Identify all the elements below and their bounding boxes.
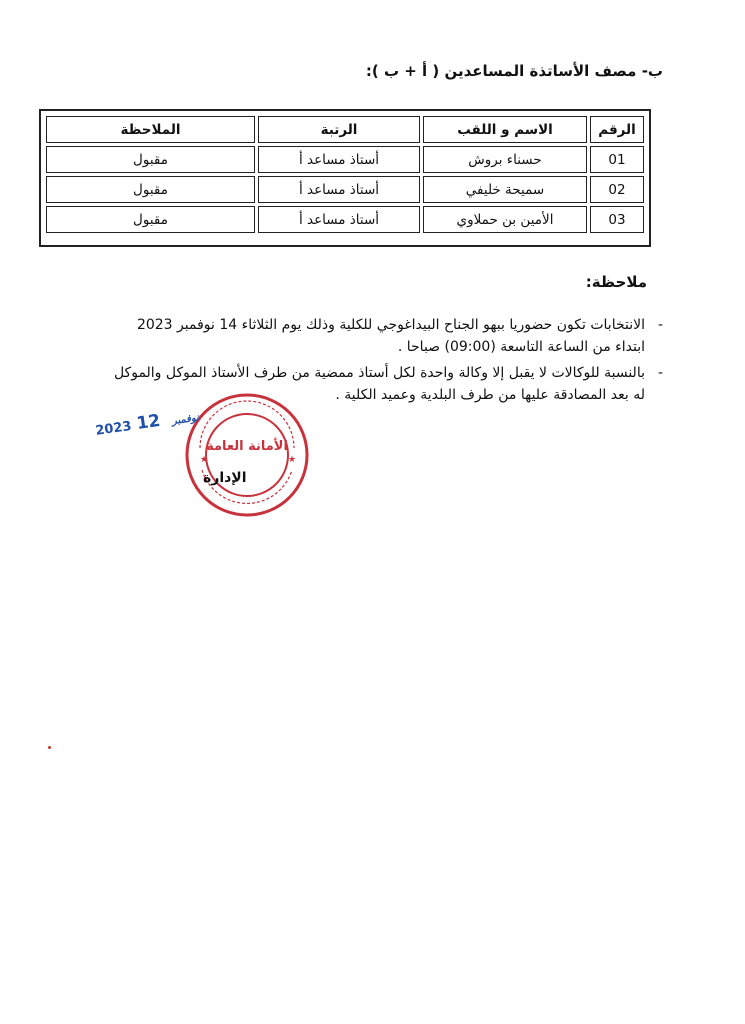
bullet-dash: -: [657, 365, 663, 381]
row-remark: مقبول: [46, 206, 255, 233]
row-number: 02: [590, 176, 644, 203]
table-row: [46, 176, 644, 203]
row-remark: مقبول: [46, 146, 255, 173]
ink-speck: [48, 746, 51, 749]
seal-text: الأمانة العامة: [206, 439, 288, 454]
row-number: 01: [590, 146, 644, 173]
signature-label: الإدارة: [203, 470, 247, 486]
table-row: [46, 206, 644, 233]
svg-text:★: ★: [200, 455, 209, 465]
row-name: سميحة خليفي: [423, 176, 587, 203]
bullet-dash: -: [657, 317, 663, 333]
header-remark: الملاحظة: [46, 116, 255, 143]
members-table-frame: [39, 109, 651, 247]
date-year: 2023: [94, 418, 133, 439]
row-rank: أستاذ مساعد أ: [258, 176, 420, 203]
note-title: ملاحظة:: [585, 273, 647, 291]
row-rank: أستاذ مساعد أ: [258, 146, 420, 173]
note-text: الانتخابات تكون حضوريا ببهو الجناح البيداغوجي للكلية وذلك يوم الثلاثاء 14 نوفمبر 2023 ابتداء من الساعة التاسعة (09:00) صباحا .: [136, 317, 645, 355]
header-name: الاسم و اللقب: [423, 116, 587, 143]
row-name: الأمين بن حملاوي: [423, 206, 587, 233]
row-remark: مقبول: [46, 176, 255, 203]
table-header-row: [46, 116, 644, 143]
note-text: بالنسبة للوكالات لا يقبل إلا وكالة واحدة لكل أستاذ ممضية من طرف الأستاذ الموكل والموكل له بعد المصادقة عليها من طرف البلدية وعميد الكلية .: [113, 365, 645, 403]
list-item: [103, 314, 663, 358]
row-rank: أستاذ مساعد أ: [258, 206, 420, 233]
date-day: 12: [135, 410, 162, 434]
row-name: حسناء بروش: [423, 146, 587, 173]
header-rank: الرتبة: [258, 116, 420, 143]
table-row: [46, 146, 644, 173]
row-number: 03: [590, 206, 644, 233]
members-table: [43, 113, 647, 236]
date-month: نوفمبر: [171, 412, 200, 428]
section-title: ب- مصف الأساتذة المساعدين ( أ + ب ):: [365, 62, 663, 80]
header-number: الرقم: [590, 116, 644, 143]
svg-text:★: ★: [288, 455, 297, 465]
